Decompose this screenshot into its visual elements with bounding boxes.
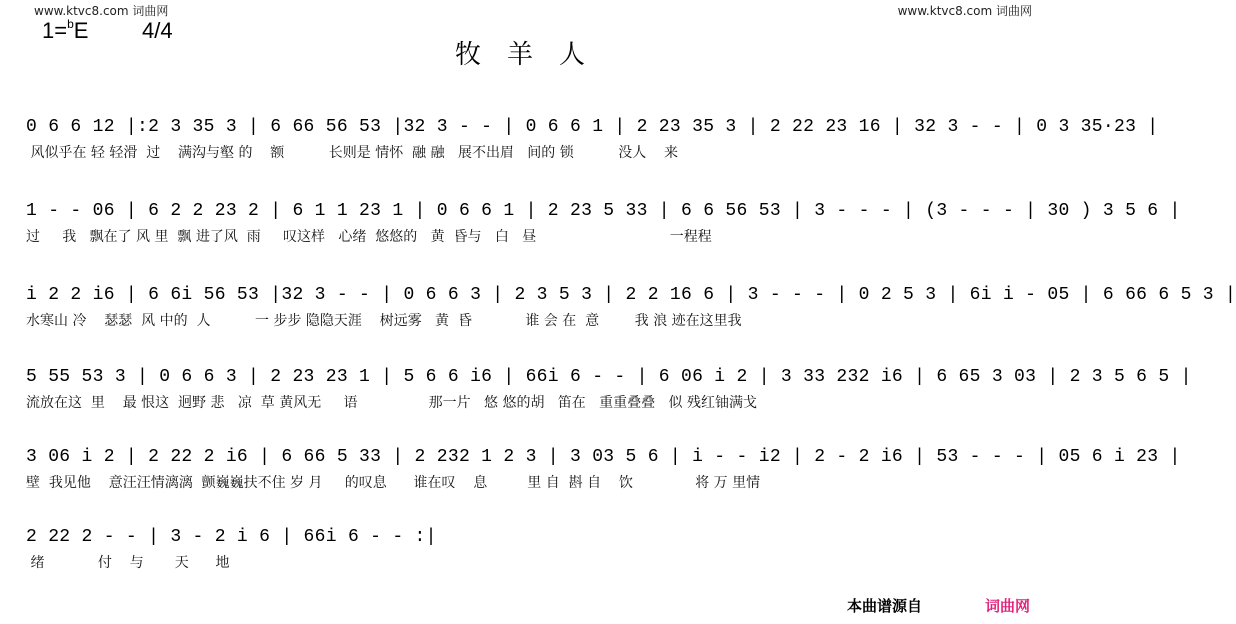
score-row-5 (26, 446, 1181, 492)
notation-line: 2 22 2 - - | 3 - 2 i 6 | 66i 6 - - :| (26, 527, 437, 547)
score-row-3 (26, 284, 1236, 330)
lyrics-line: 过 我 飘在了 风 里 飘 进了风 雨 叹这样 心绪 悠悠的 黄 昏与 白 昼 一程程 (26, 229, 712, 245)
watermark-left: www.ktvc8.com 词曲网 (34, 4, 169, 18)
key-note: E (73, 18, 89, 43)
notation-line: 3 06 i 2 | 2 22 2 i6 | 6 66 5 33 | 2 232 1 2 3 | 3 03 5 6 | i - - i2 | 2 - 2 i6 | 53 - - - | 05 6 i 23 | (26, 447, 1181, 467)
score-row-1 (26, 116, 1159, 162)
key-flat: b (67, 17, 74, 31)
song-title: 牧羊人 (454, 40, 611, 70)
lyrics-line: 水寒山 冷 瑟瑟 风 中的 人 一 步步 隐隐天涯 树远雾 黄 昏 谁 会 在 意 我 浪 迹在这里我 (26, 313, 742, 329)
time-signature: 4/4 (142, 18, 173, 43)
score-row-2 (26, 200, 1181, 246)
brand-logo: 词曲网 (984, 597, 1030, 615)
lyrics-line: 壁 我见他 意汪汪情漓漓 颤巍巍扶不住 岁 月 的叹息 谁在叹 息 里 自 斟 自 饮 将 万 里情 (26, 475, 761, 491)
score-row-6 (26, 526, 1016, 572)
lyrics-line: 绪 付 与 天 地 (26, 555, 230, 571)
key-prefix: 1= (42, 18, 68, 43)
score-row-4 (26, 366, 1192, 412)
notation-line: 1 - - 06 | 6 2 2 23 2 | 6 1 1 23 1 | 0 6 6 1 | 2 23 5 33 | 6 6 56 53 | 3 - - - | (3 - - - | 30 ) 3 5 6 | (26, 201, 1181, 221)
notation-line: 5 55 53 3 | 0 6 6 3 | 2 23 23 1 | 5 6 6 i6 | 66i 6 - - | 6 06 i 2 | 3 33 232 i6 | 6 65 3 03 | 2 3 5 6 5 | (26, 367, 1192, 387)
notation-line: i 2 2 i6 | 6 6i 56 53 |32 3 - - | 0 6 6 3 | 2 3 5 3 | 2 2 16 6 | 3 - - - | 0 2 5 3 | 6i i - 05 | 6 66 6 5 3 | (26, 285, 1236, 305)
lyrics-line: 风似乎在 轻 轻滑 过 满沟与壑 的 额 长则是 情怀 融 融 展不出眉 间的 锁 没人 来 (26, 145, 679, 161)
notation-line: 0 6 6 12 |:2 3 35 3 | 6 66 56 53 |32 3 - - | 0 6 6 1 | 2 23 35 3 | 2 22 23 16 | 32 3 - - | 0 3 35·23 | (26, 117, 1159, 137)
lyrics-line: 流放在这 里 最 恨这 迥野 悲 凉 草 黄风无 语 那一片 悠 悠的胡 笛在 重重叠叠 似 残红铀满戈 (26, 395, 757, 411)
watermark-right: www.ktvc8.com 词曲网 (897, 4, 1032, 18)
source-label: 本曲谱源自 (846, 597, 922, 615)
